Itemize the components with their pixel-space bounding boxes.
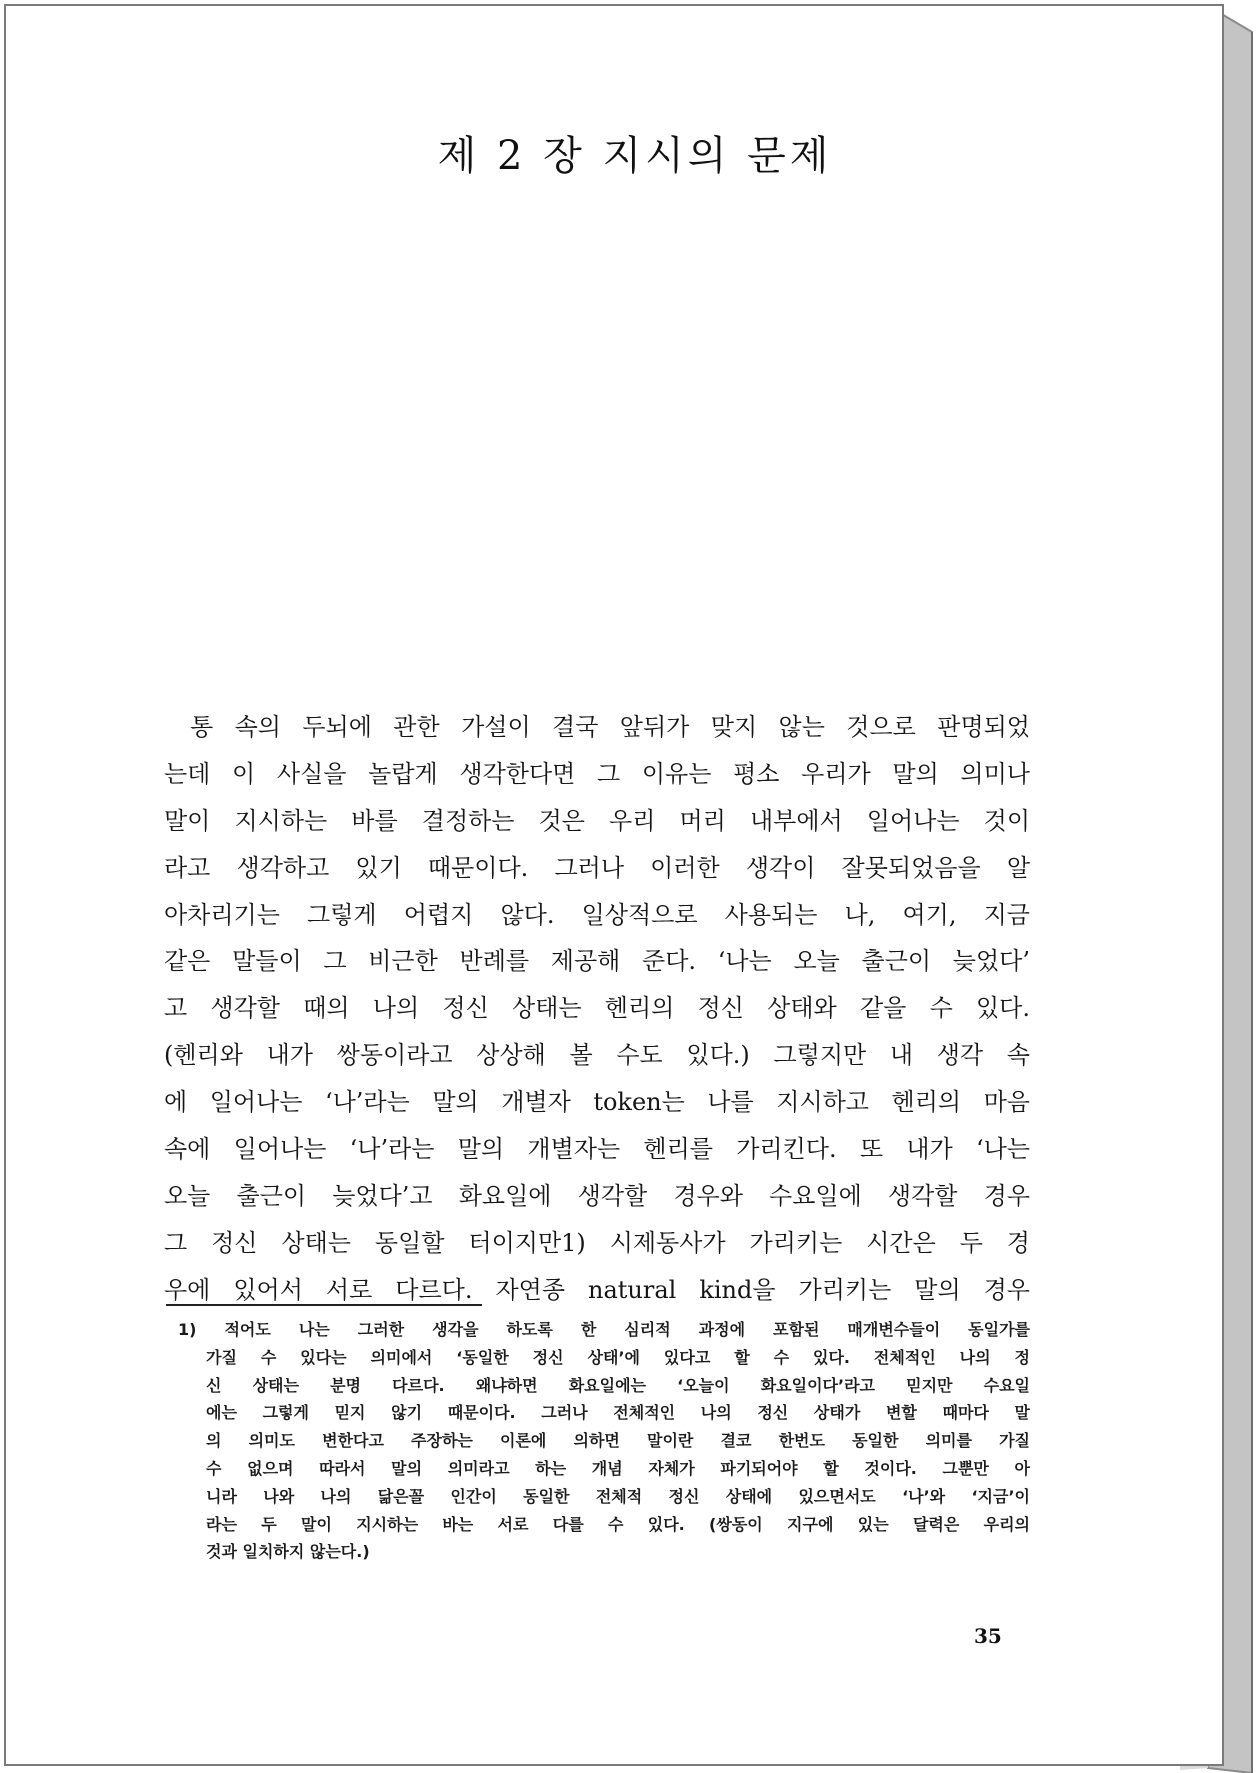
- body-line: 그 정신 상태는 동일할 터이지만1) 시제동사가 가리키는 시간은 두 경: [164, 1228, 1030, 1257]
- footnote-line: 가질 수 있다는 의미에서 ‘동일한 정신 상태’에 있다고 할 수 있다. 전체적인 나의 정: [206, 1347, 1030, 1367]
- footnote-line: 의 의미도 변한다고 주장하는 이론에 의하면 말이란 결코 한번도 동일한 의미를 가질: [206, 1431, 1030, 1451]
- footnote-line: 것과 일치하지 않는다.): [206, 1542, 370, 1562]
- page-number: 35: [974, 1624, 1002, 1648]
- footnote: [178, 1316, 1030, 1566]
- body-line: 우에 있어서 서로 다르다. 자연종 natural kind을 가리키는 말의 경우: [164, 1275, 1030, 1304]
- body-line: 고 생각할 때의 나의 정신 상태는 헨리의 정신 상태와 같을 수 있다.: [164, 994, 1030, 1023]
- footnote-line: 라는 두 말이 지시하는 바는 서로 다를 수 있다. (쌍동이 지구에 있는 달력은 우리의: [206, 1514, 1030, 1534]
- body-line: 는데 이 사실을 놀랍게 생각한다면 그 이유는 평소 우리가 말의 의미나: [164, 759, 1030, 788]
- footnote-line: 니라 나와 나의 닮은꼴 인간이 동일한 전체적 정신 상태에 있으면서도 ‘나’와 ‘지금’이: [206, 1486, 1030, 1506]
- document-page: [4, 4, 1224, 1766]
- chapter-title: 제 2 장 지시의 문제: [437, 133, 833, 179]
- body-line: 아차리기는 그렇게 어렵지 않다. 일상적으로 사용되는 나, 여기, 지금: [164, 900, 1030, 929]
- body-line: 같은 말들이 그 비근한 반례를 제공해 준다. ‘나는 오늘 출근이 늦었다’: [164, 947, 1030, 976]
- footnote-line: 1) 적어도 나는 그러한 생각을 하도록 한 심리적 과정에 포함된 매개변수들이 동일가를: [178, 1320, 1030, 1339]
- footnote-divider: [166, 1304, 482, 1306]
- footnote-line: 신 상태는 분명 다르다. 왜냐하면 화요일에는 ‘오늘이 화요일이다’라고 믿지만 수요일: [206, 1375, 1030, 1395]
- body-line: 라고 생각하고 있기 때문이다. 그러나 이러한 생각이 잘못되었음을 알: [164, 853, 1030, 882]
- body-line: 오늘 출근이 늦었다’고 화요일에 생각할 경우와 수요일에 생각할 경우: [164, 1181, 1030, 1210]
- body-line: 말이 지시하는 바를 결정하는 것은 우리 머리 내부에서 일어나는 것이: [164, 806, 1030, 835]
- footnote-line: 수 없으며 따라서 말의 의미라고 하는 개념 자체가 파기되어야 할 것이다. 그뿐만 아: [206, 1458, 1030, 1478]
- footnote-line: 에는 그렇게 믿지 않기 때문이다. 그러나 전체적인 나의 정신 상태가 변할 때마다 말: [206, 1403, 1030, 1423]
- body-line: (헨리와 내가 쌍동이라고 상상해 볼 수도 있다.) 그렇지만 내 생각 속: [164, 1041, 1030, 1070]
- body-line: 통 속의 두뇌에 관한 가설이 결국 앞뒤가 맞지 않는 것으로 판명되었: [190, 713, 1030, 741]
- body-line: 속에 일어나는 ‘나’라는 말의 개별자는 헨리를 가리킨다. 또 내가 ‘나는: [164, 1135, 1030, 1164]
- body-line: 에 일어나는 ‘나’라는 말의 개별자 token는 나를 지시하고 헨리의 마음: [164, 1088, 1030, 1117]
- body-text: [164, 704, 1030, 1314]
